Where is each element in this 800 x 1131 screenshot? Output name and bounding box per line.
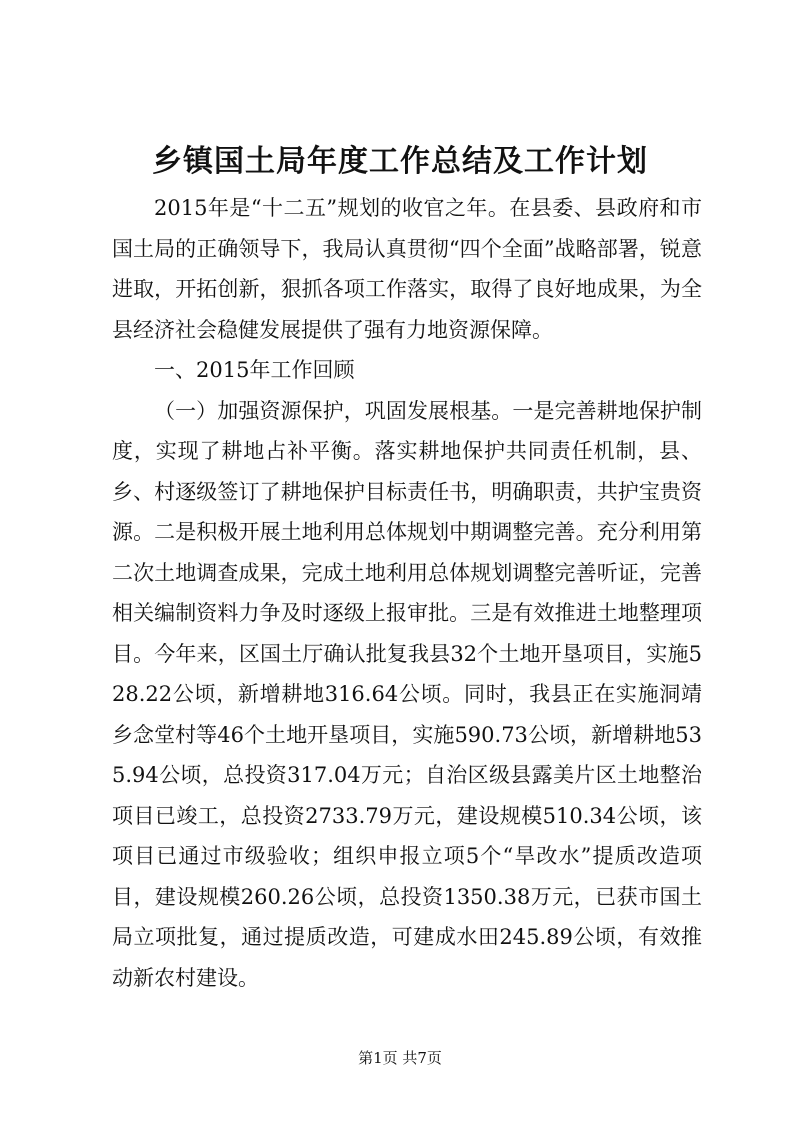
page-footer: 第1页 共7页 (358, 1049, 442, 1067)
section-paragraph: （一）加强资源保护，巩固发展根基。一是完善耕地保护制度，实现了耕地占补平衡。落实耕地保护共同责任机制，县、乡、村逐级签订了耕地保护目标责任书，明确职责，共护宝贵资源。二是积极开展土地利用总体规划中期调整完善。充分利用第二次土地调查成果，完成土地利用总体规划调整完善听证，完善相关编制资料力争及时逐级上报审批。三是有效推进土地整理项目。今年来，区国土厅确认批复我县32个土地开垦项目，实施528.22公顷，新增耕地316.64公顷。同时，我县正在实施洞靖乡念堂村等46个土地开垦项目，实施590.73公顷，新增耕地535.94公顷，总投资317.04万元；自治区级县露美片区土地整治项目已竣工，总投资2733.79万元，建设规模510.34公顷，该项目已通过市级验收；组织申报立项5个“旱改水”提质改造项目，建设规模260.26公顷，总投资1350.38万元，已获市国土局立项批复，通过提质改造，可建成水田245.89公顷，有效推动新农村建设。 (112, 398, 702, 990)
document-body (112, 188, 702, 998)
intro-paragraph: 2015年是“十二五”规划的收官之年。在县委、县政府和市国土局的正确领导下，我局认真贯彻“四个全面”战略部署，锐意进取，开拓创新，狠抓各项工作落实，取得了良好地成果，为全县经济社会稳健发展提供了强有力地资源保障。 (112, 196, 702, 342)
section-heading: 一、2015年工作回顾 (154, 358, 355, 382)
document-title: 乡镇国土局年度工作总结及工作计划 (152, 144, 648, 179)
